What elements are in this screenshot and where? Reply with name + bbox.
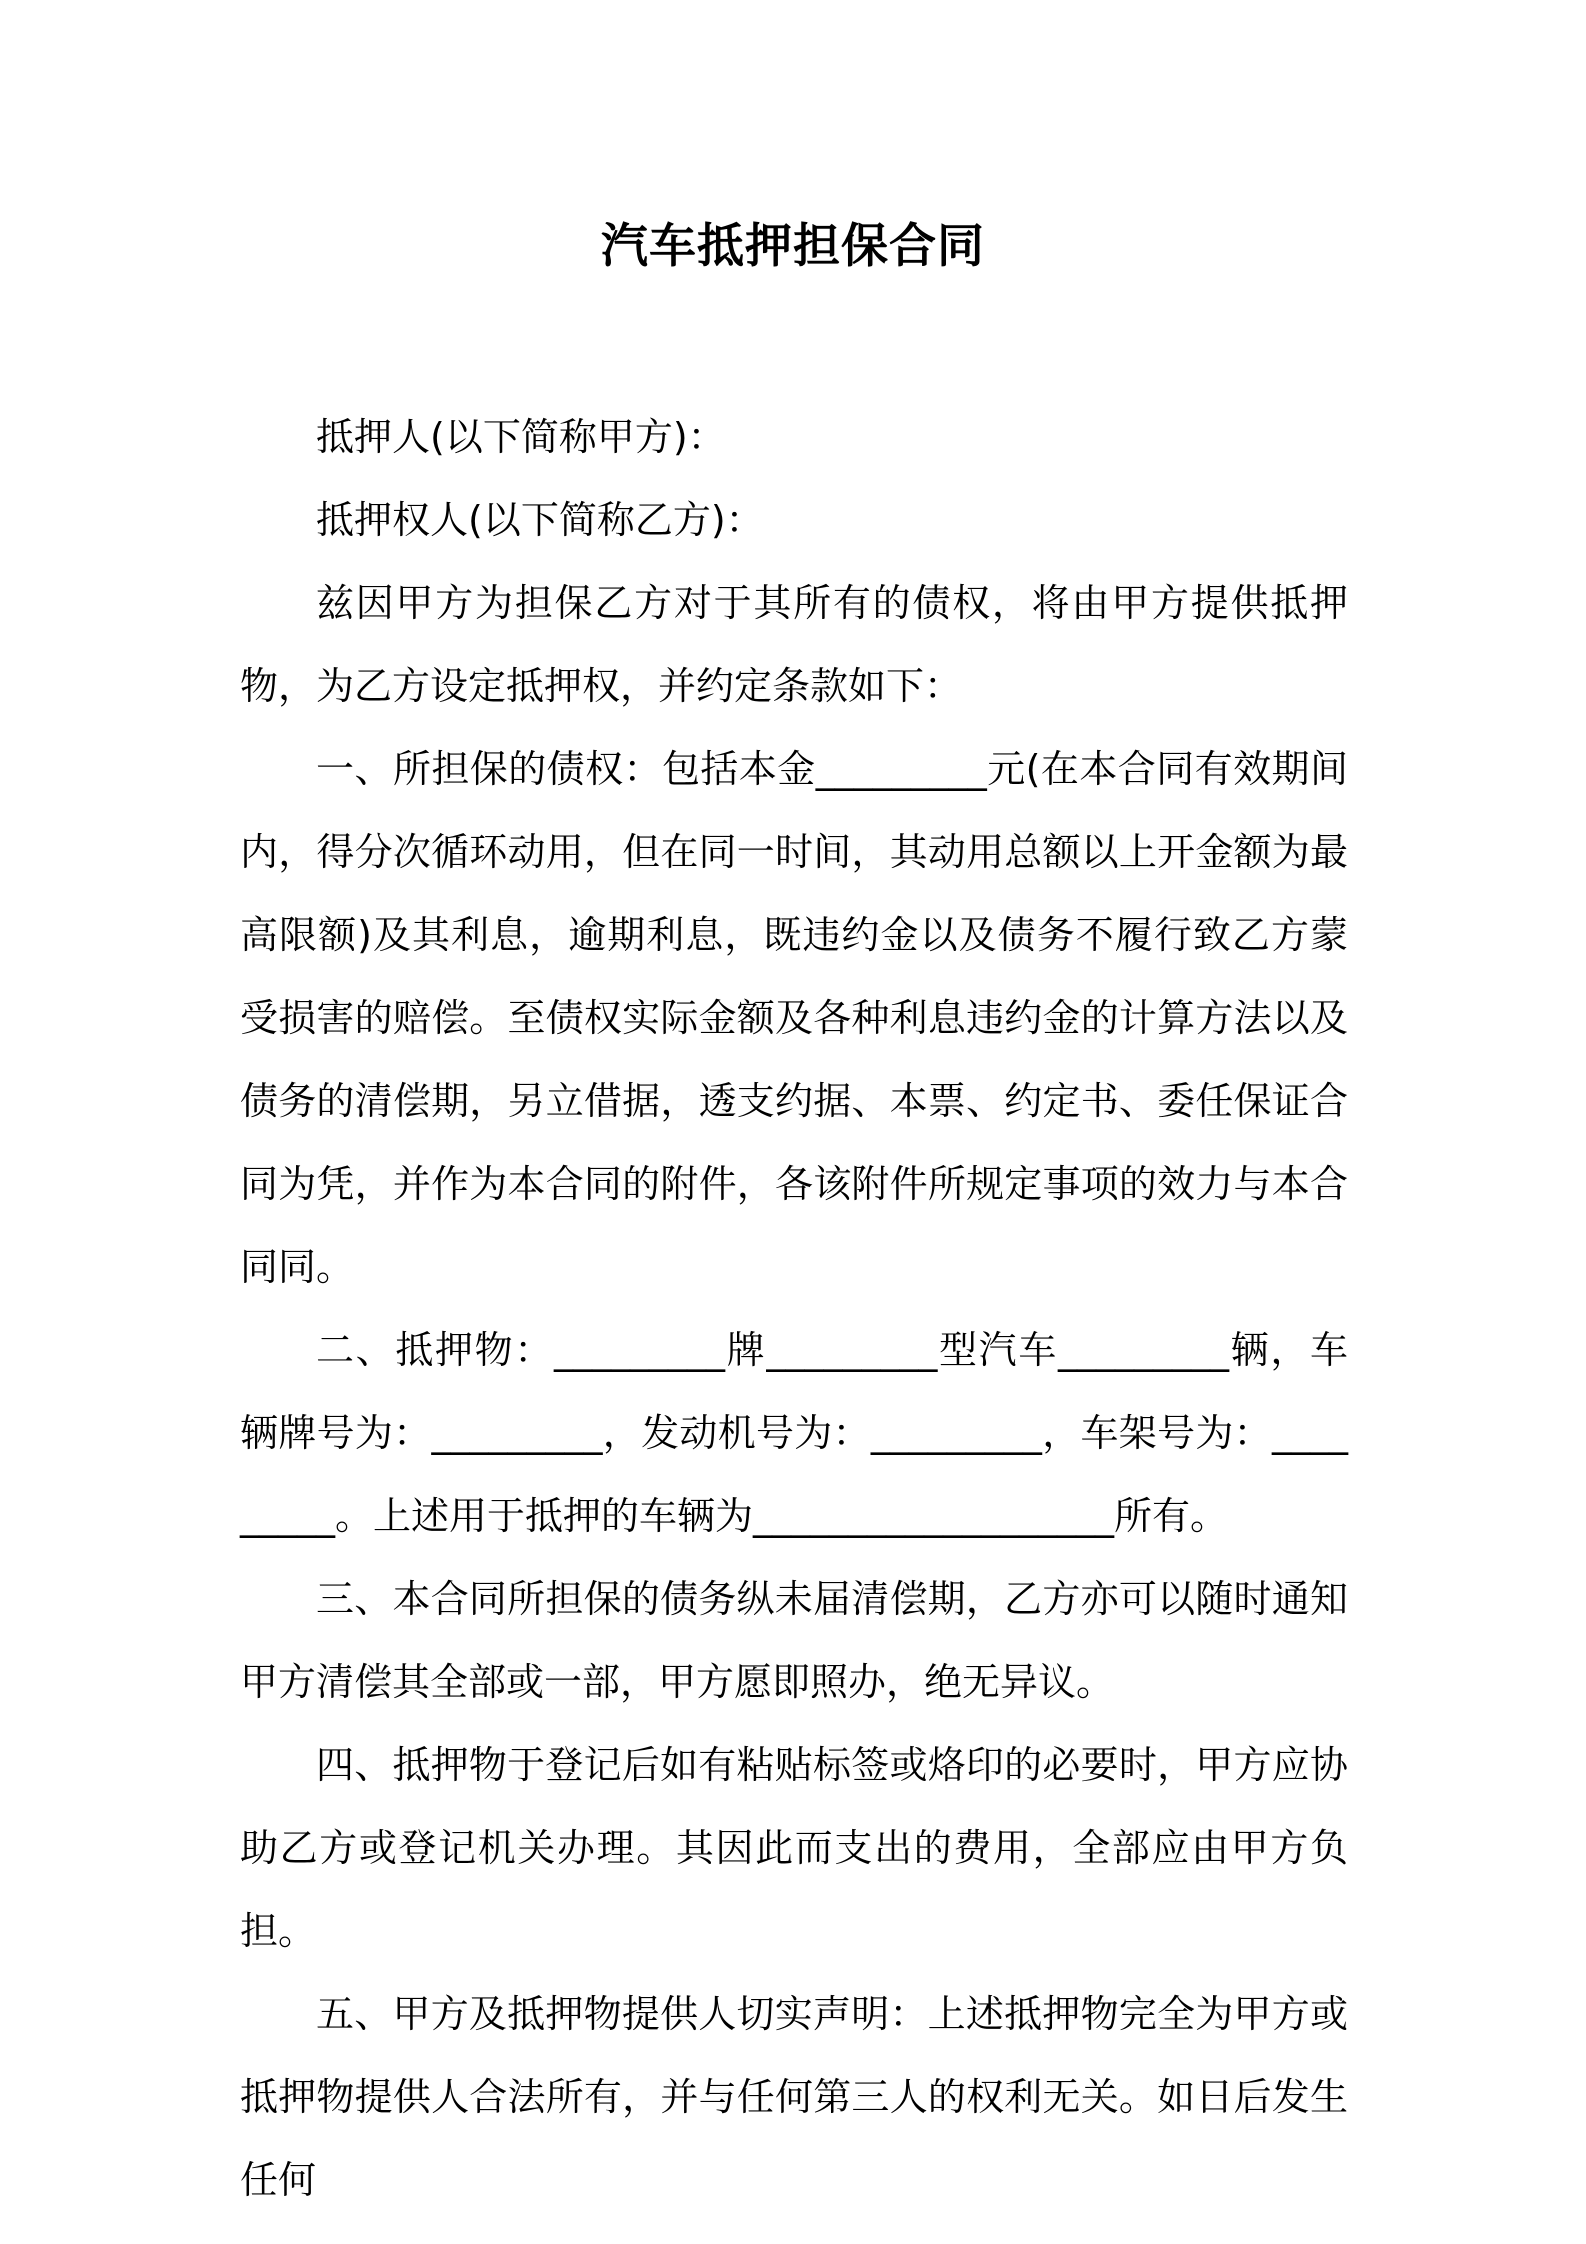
paragraph-clause-4: 四、抵押物于登记后如有粘贴标签或烙印的必要时，甲方应协助乙方或登记机关办理。其因此而支出的费用，全部应由甲方负担。 (240, 1743, 1348, 1953)
paragraph-mortgagee: 抵押权人(以下简称乙方)： (316, 498, 764, 542)
paragraph-clause-1: 一、所担保的债权：包括本金_________元(在本合同有效期间内，得分次循环动用，但在同一时间，其动用总额以上开金额为最高限额)及其利息，逾期利息，既违约金以及债务不履行致乙方蒙受损害的赔偿。至债权实际金额及各种利息违约金的计算方法以及债务的清偿期，另立借据，透支约据、本票、约定书、委任保证合同为凭，并作为本合同的附件，各该附件所规定事项的效力与本合同同。 (240, 747, 1348, 1289)
paragraph-clause-2: 二、抵押物：_________牌_________型汽车_________辆，车辆牌号为：_________，发动机号为：_________，车架号为：_________。上述用于抵押的车辆为___________________所有。 (240, 1328, 1348, 1538)
document-body (240, 396, 1348, 2222)
document-title: 汽车抵押担保合同 (601, 219, 985, 274)
paragraph-preamble: 兹因甲方为担保乙方对于其所有的债权，将由甲方提供抵押物，为乙方设定抵押权，并约定条款如下： (240, 581, 1348, 708)
paragraph-mortgagor: 抵押人(以下简称甲方)： (316, 415, 726, 459)
paragraph-clause-5: 五、甲方及抵押物提供人切实声明：上述抵押物完全为甲方或抵押物提供人合法所有，并与任何第三人的权利无关。如日后发生任何 (240, 1992, 1348, 2202)
paragraph-clause-3: 三、本合同所担保的债务纵未届清偿期，乙方亦可以随时通知甲方清偿其全部或一部，甲方愿即照办，绝无异议。 (240, 1577, 1348, 1704)
